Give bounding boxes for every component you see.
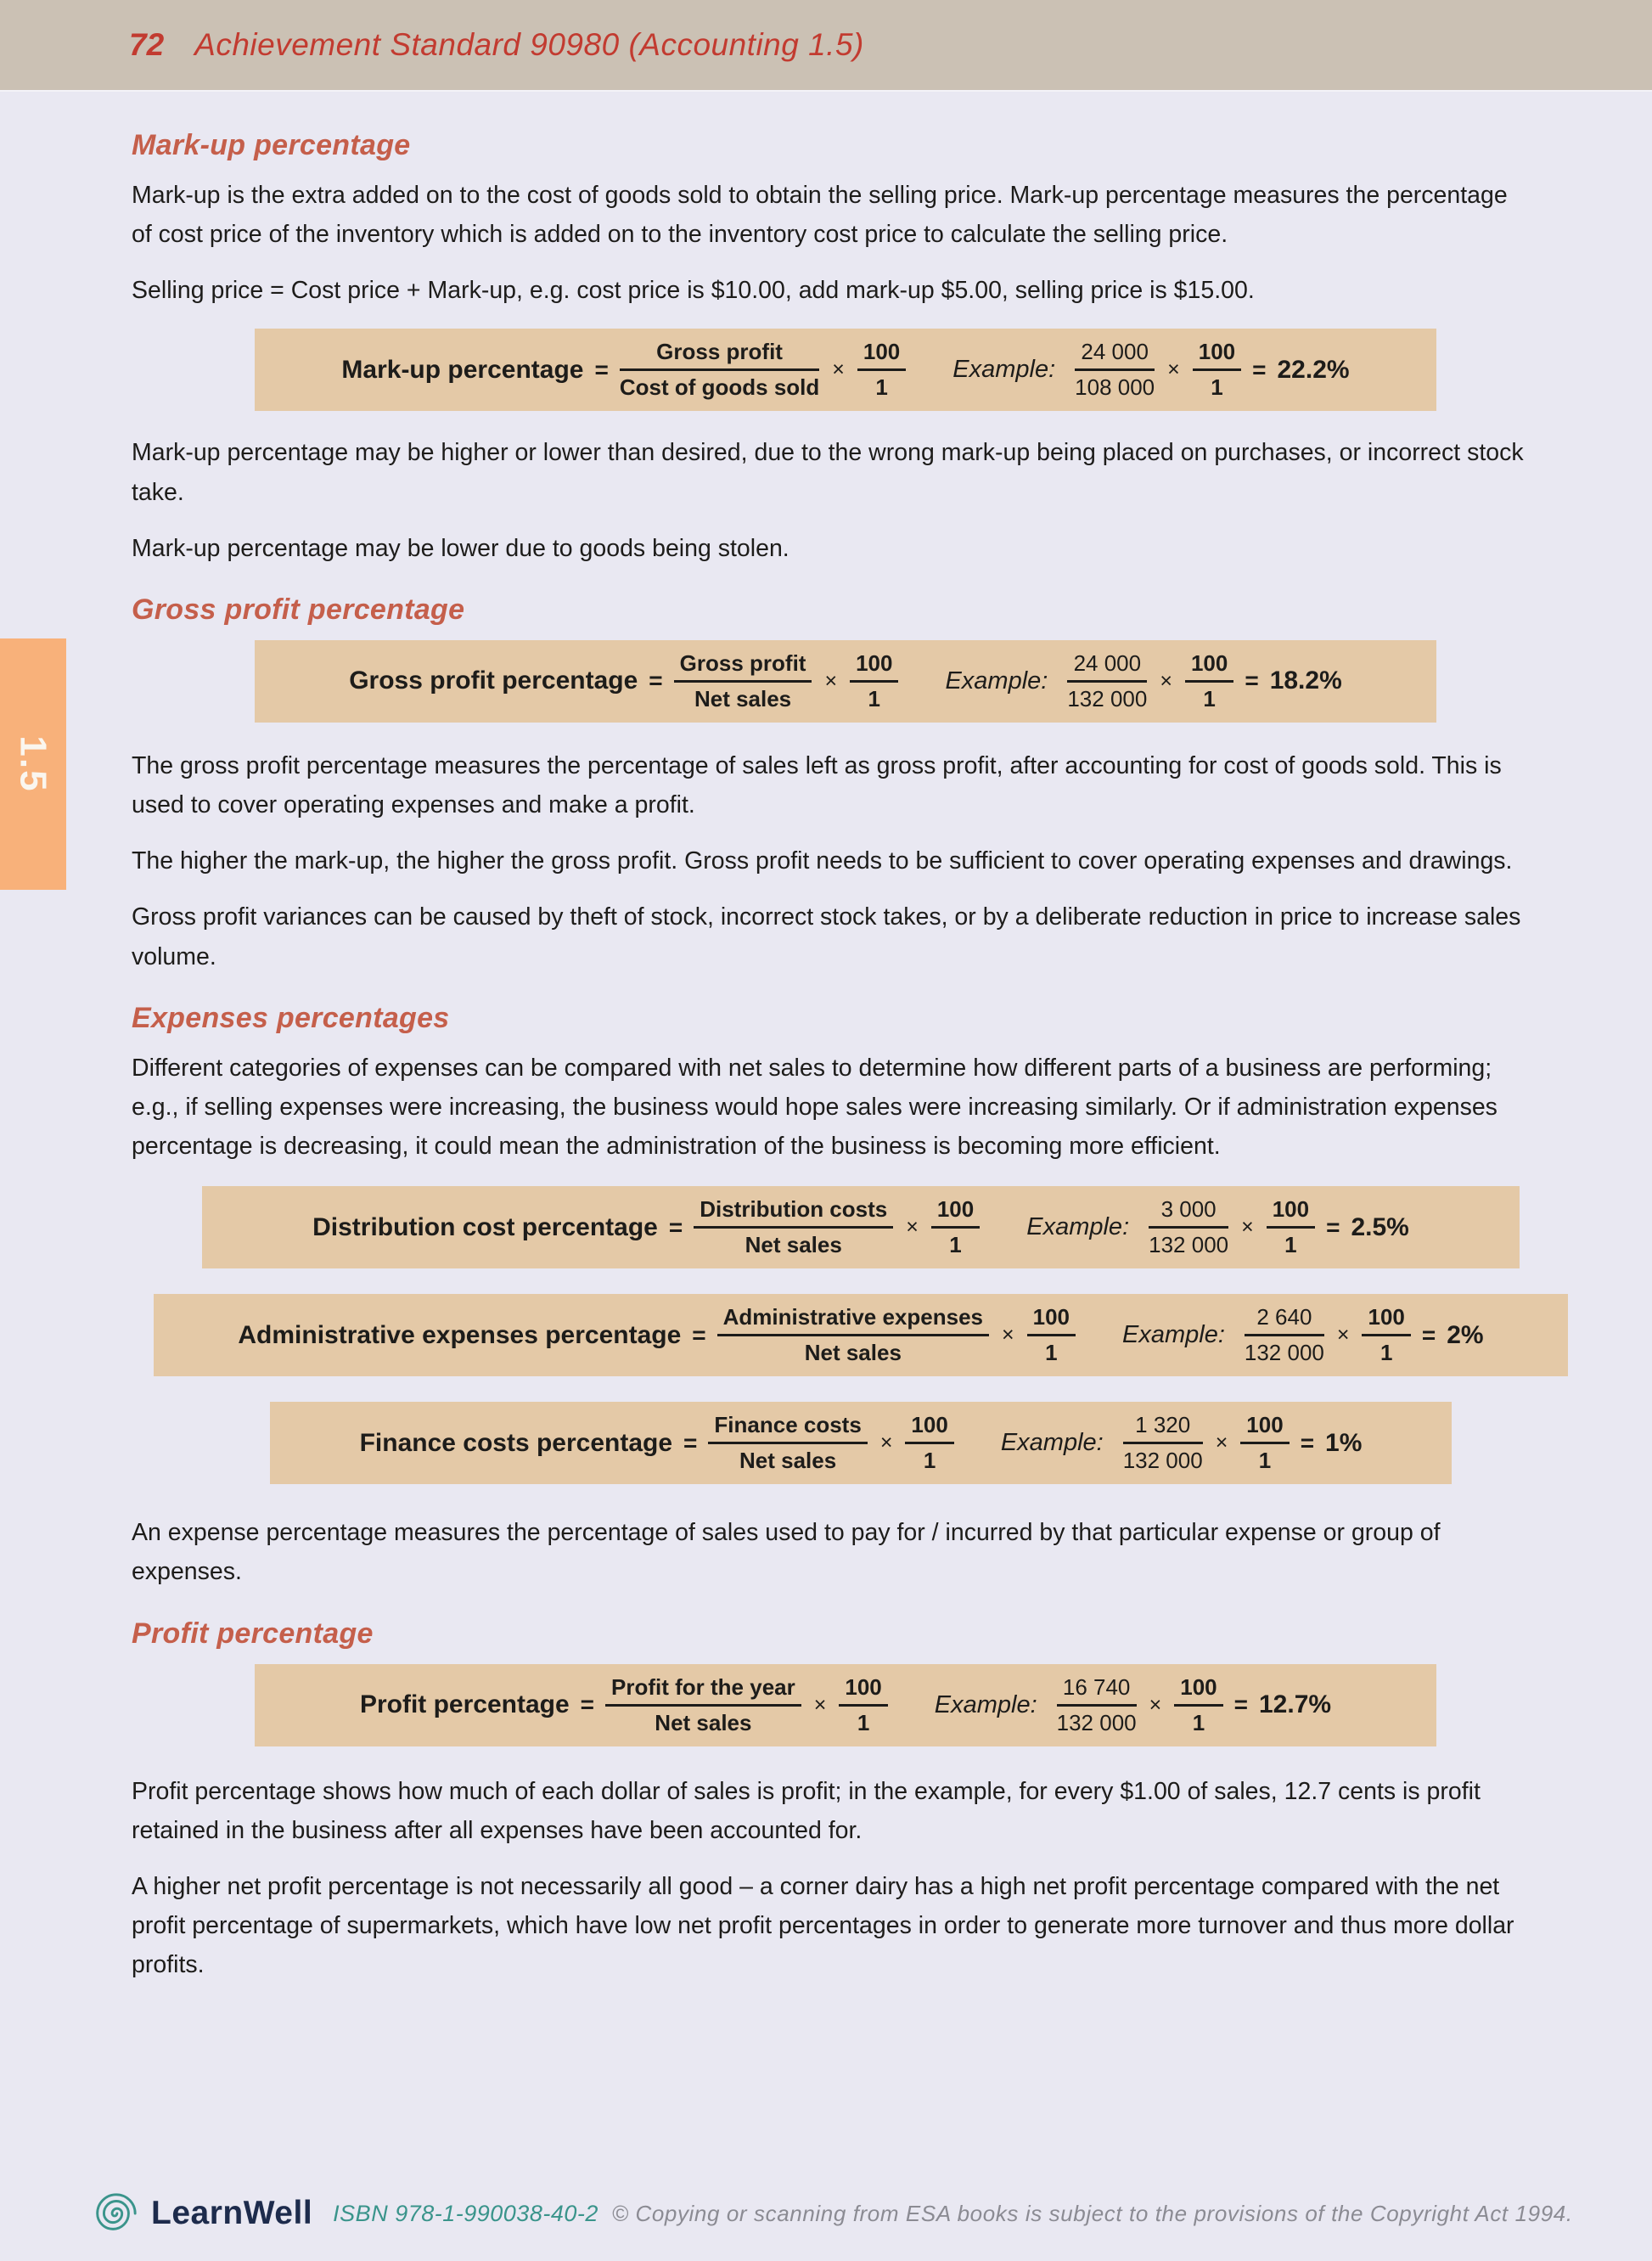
page-header: [0, 0, 1652, 92]
times-sign: ×: [879, 1431, 893, 1455]
hundred-over-one-fraction: [839, 1674, 887, 1736]
fraction-denominator: Net sales: [745, 1232, 842, 1258]
formula-fraction: [674, 650, 812, 712]
formula-box-gross-profit: [255, 640, 1436, 723]
fraction-denominator: Net sales: [694, 685, 792, 711]
formula-box-markup: [255, 329, 1436, 411]
fraction-denominator: 132 000: [1149, 1232, 1229, 1258]
paragraph-markup-4: Mark-up percentage may be lower due to goods being stolen.: [132, 534, 789, 562]
equals-sign: =: [683, 1429, 698, 1456]
formula-result: 2%: [1447, 1320, 1484, 1349]
formula-box-profit: [255, 1664, 1436, 1746]
fraction-numerator: 100: [1185, 650, 1233, 683]
fraction-numerator: 2 640: [1245, 1304, 1324, 1336]
example-label: Example:: [945, 666, 1048, 695]
equals-sign: =: [692, 1321, 706, 1348]
formula-box-administrative: [154, 1294, 1568, 1376]
times-sign: ×: [813, 1692, 827, 1717]
fraction-denominator: 1: [1379, 1340, 1393, 1366]
fraction-numerator: 100: [905, 1412, 953, 1444]
example-fraction: [1057, 1674, 1137, 1736]
fraction-numerator: 100: [1174, 1674, 1222, 1707]
paragraph-expenses-2: An expense percentage measures the percentage of sales used to pay for / incurred by that particular expense or group of expenses.: [132, 1519, 1441, 1586]
fraction-denominator: 1: [868, 685, 880, 711]
fraction-numerator: 100: [839, 1674, 887, 1707]
times-sign: ×: [1336, 1323, 1350, 1347]
hundred-over-one-fraction: [931, 1196, 980, 1258]
fraction-denominator: 1: [1211, 374, 1223, 401]
formula-fraction: [605, 1674, 801, 1736]
fraction-denominator: 1: [875, 374, 888, 401]
example-fraction: [1245, 1304, 1324, 1366]
equals-sign: =: [1421, 1321, 1436, 1348]
page-number: 72: [129, 27, 165, 62]
fraction-denominator: 132 000: [1056, 1709, 1137, 1735]
fraction-numerator: Administrative expenses: [717, 1304, 989, 1336]
example-label: Example:: [1026, 1213, 1130, 1241]
brand-name: LearnWell: [151, 2195, 313, 2231]
formula-result: 12.7%: [1258, 1690, 1332, 1718]
example-label: Example:: [1122, 1321, 1225, 1349]
fraction-numerator: 100: [931, 1196, 980, 1229]
chapter-side-tab-label: 1.5: [12, 735, 54, 793]
paragraph-profit-2: A higher net profit percentage is not necessarily all good – a corner dairy has a high net profit percentage compared with the net profit percentage of supermarkets, which have low net profit percentages in order to generate more turnover and thus more dollar profits.: [132, 1872, 1514, 1979]
fraction-numerator: 100: [1027, 1304, 1076, 1336]
section-heading-markup: Mark-up percentage: [132, 129, 411, 161]
fraction-numerator: 3 000: [1149, 1196, 1228, 1229]
hundred-over-one-fraction: [1185, 650, 1233, 712]
formula-result: 18.2%: [1269, 666, 1342, 695]
paragraph-markup-1: Mark-up is the extra added on to the cost of goods sold to obtain the selling price. Mark-up percentage measures the percentage of cost price of the inventory which is added on to the inventory cost price to calculate the selling price.: [132, 182, 1508, 249]
times-sign: ×: [1002, 1323, 1014, 1347]
fraction-numerator: 100: [1193, 339, 1241, 371]
hundred-over-one-fraction: [1240, 1412, 1289, 1474]
paragraph-markup-2: Selling price = Cost price + Mark-up, e.g. cost price is $10.00, add mark-up $5.00, selling price is $15.00.: [132, 277, 1255, 305]
paragraph-gross-profit-1: The gross profit percentage measures the percentage of sales left as gross profit, after accounting for cost of goods sold. This is used to cover operating expenses and make a profit.: [132, 751, 1502, 819]
learnwell-spiral-icon: [90, 2189, 139, 2238]
fraction-denominator: Cost of goods sold: [619, 374, 820, 401]
fraction-denominator: 1: [857, 1709, 870, 1735]
fraction-numerator: 100: [1267, 1196, 1315, 1229]
formula-name: Profit percentage: [359, 1690, 570, 1718]
hundred-over-one-fraction: [905, 1412, 953, 1474]
hundred-over-one-fraction: [857, 339, 906, 401]
fraction-numerator: Gross profit: [620, 339, 819, 371]
equals-sign: =: [1252, 356, 1267, 383]
formula-name: Distribution cost percentage: [312, 1212, 658, 1241]
times-sign: ×: [832, 357, 845, 382]
times-sign: ×: [824, 668, 838, 693]
fraction-numerator: 100: [1240, 1412, 1289, 1444]
formula-name: Finance costs percentage: [359, 1428, 673, 1457]
fraction-denominator: 1: [1203, 685, 1216, 711]
formula-box-finance: [270, 1402, 1452, 1484]
section-heading-expenses: Expenses percentages: [132, 1001, 450, 1034]
fraction-numerator: 100: [857, 339, 906, 371]
fraction-denominator: 1: [923, 1448, 936, 1474]
hundred-over-one-fraction: [1362, 1304, 1410, 1366]
fraction-denominator: Net sales: [804, 1340, 902, 1366]
fraction-denominator: 132 000: [1244, 1340, 1324, 1366]
equals-sign: =: [668, 1213, 683, 1240]
example-fraction: [1123, 1412, 1203, 1474]
fraction-numerator: 16 740: [1057, 1674, 1137, 1707]
fraction-numerator: 24 000: [1075, 339, 1155, 371]
fraction-denominator: 1: [1045, 1340, 1058, 1366]
page-content: [0, 129, 1652, 1984]
paragraph-expenses-1: Different categories of expenses can be compared with net sales to determine how different parts of a business are performing; e.g., if selling expenses were increasing, the business would hope sales were increasing similarly. Or if administration expenses percentage is decreasing, it could mean the administration of the business is becoming more efficient.: [132, 1054, 1497, 1161]
fraction-numerator: Distribution costs: [694, 1196, 893, 1229]
footer-isbn: ISBN 978-1-990038-40-2: [333, 2200, 598, 2226]
fraction-numerator: 1 320: [1123, 1412, 1203, 1444]
equals-sign: =: [594, 356, 609, 383]
formula-result: 22.2%: [1277, 355, 1350, 384]
equals-sign: =: [1245, 667, 1259, 695]
fraction-denominator: 1: [1284, 1232, 1297, 1258]
formula-name: Administrative expenses percentage: [238, 1320, 682, 1349]
page-title: Achievement Standard 90980 (Accounting 1.5): [194, 27, 864, 62]
fraction-denominator: Net sales: [655, 1709, 752, 1735]
fraction-denominator: 108 000: [1075, 374, 1155, 401]
equals-sign: =: [1300, 1429, 1315, 1456]
fraction-numerator: Profit for the year: [605, 1674, 801, 1707]
times-sign: ×: [1241, 1215, 1254, 1240]
page-footer: [90, 2189, 1573, 2238]
formula-name: Mark-up percentage: [341, 355, 584, 384]
fraction-denominator: 132 000: [1122, 1448, 1203, 1474]
fraction-denominator: 1: [1258, 1448, 1272, 1474]
formula-result: 2.5%: [1351, 1212, 1409, 1241]
section-heading-gross-profit: Gross profit percentage: [132, 593, 465, 626]
fraction-denominator: Net sales: [739, 1448, 837, 1474]
example-fraction: [1075, 339, 1155, 401]
example-fraction: [1067, 650, 1147, 712]
hundred-over-one-fraction: [850, 650, 898, 712]
fraction-numerator: 100: [850, 650, 898, 683]
formula-fraction: [620, 339, 819, 401]
times-sign: ×: [1149, 1692, 1162, 1717]
times-sign: ×: [1215, 1431, 1228, 1455]
fraction-numerator: Gross profit: [674, 650, 812, 683]
formula-fraction: [717, 1304, 989, 1366]
hundred-over-one-fraction: [1193, 339, 1241, 401]
formula-box-distribution: [202, 1186, 1520, 1268]
fraction-denominator: 1: [1192, 1709, 1205, 1735]
footer-copyright: © Copying or scanning from ESA books is subject to the provisions of the Copyright Act 1994.: [611, 2200, 1573, 2226]
equals-sign: =: [580, 1691, 595, 1718]
paragraph-gross-profit-3: Gross profit variances can be caused by theft of stock, incorrect stock takes, or by a deliberate reduction in price to increase sales volume.: [132, 903, 1521, 970]
equals-sign: =: [1326, 1213, 1340, 1240]
fraction-numerator: Finance costs: [708, 1412, 867, 1444]
hundred-over-one-fraction: [1267, 1196, 1315, 1258]
fraction-numerator: 24 000: [1067, 650, 1147, 683]
example-label: Example:: [952, 356, 1056, 384]
paragraph-markup-3: Mark-up percentage may be higher or lower than desired, due to the wrong mark-up being placed on purchases, or incorrect stock take.: [132, 439, 1524, 506]
times-sign: ×: [1160, 668, 1172, 693]
fraction-denominator: 1: [949, 1232, 962, 1258]
paragraph-gross-profit-2: The higher the mark-up, the higher the gross profit. Gross profit needs to be sufficient to cover operating expenses and drawings.: [132, 847, 1513, 875]
paragraph-profit-1: Profit percentage shows how much of each dollar of sales is profit; in the example, for every $1.00 of sales, 12.7 cents is profit retained in the business after all expenses have been accounted for.: [132, 1777, 1481, 1844]
example-fraction: [1149, 1196, 1228, 1258]
formula-result: 1%: [1325, 1428, 1363, 1457]
hundred-over-one-fraction: [1174, 1674, 1222, 1736]
times-sign: ×: [1167, 357, 1180, 382]
equals-sign: =: [649, 667, 663, 695]
formula-fraction: [694, 1196, 893, 1258]
formula-name: Gross profit percentage: [349, 666, 638, 695]
section-heading-profit: Profit percentage: [132, 1617, 374, 1650]
equals-sign: =: [1233, 1691, 1248, 1718]
chapter-side-tab: [0, 638, 66, 890]
example-label: Example:: [934, 1690, 1037, 1718]
fraction-numerator: 100: [1362, 1304, 1410, 1336]
example-label: Example:: [1000, 1429, 1104, 1457]
times-sign: ×: [906, 1215, 919, 1240]
hundred-over-one-fraction: [1027, 1304, 1076, 1366]
fraction-denominator: 132 000: [1067, 685, 1148, 711]
formula-fraction: [708, 1412, 867, 1474]
